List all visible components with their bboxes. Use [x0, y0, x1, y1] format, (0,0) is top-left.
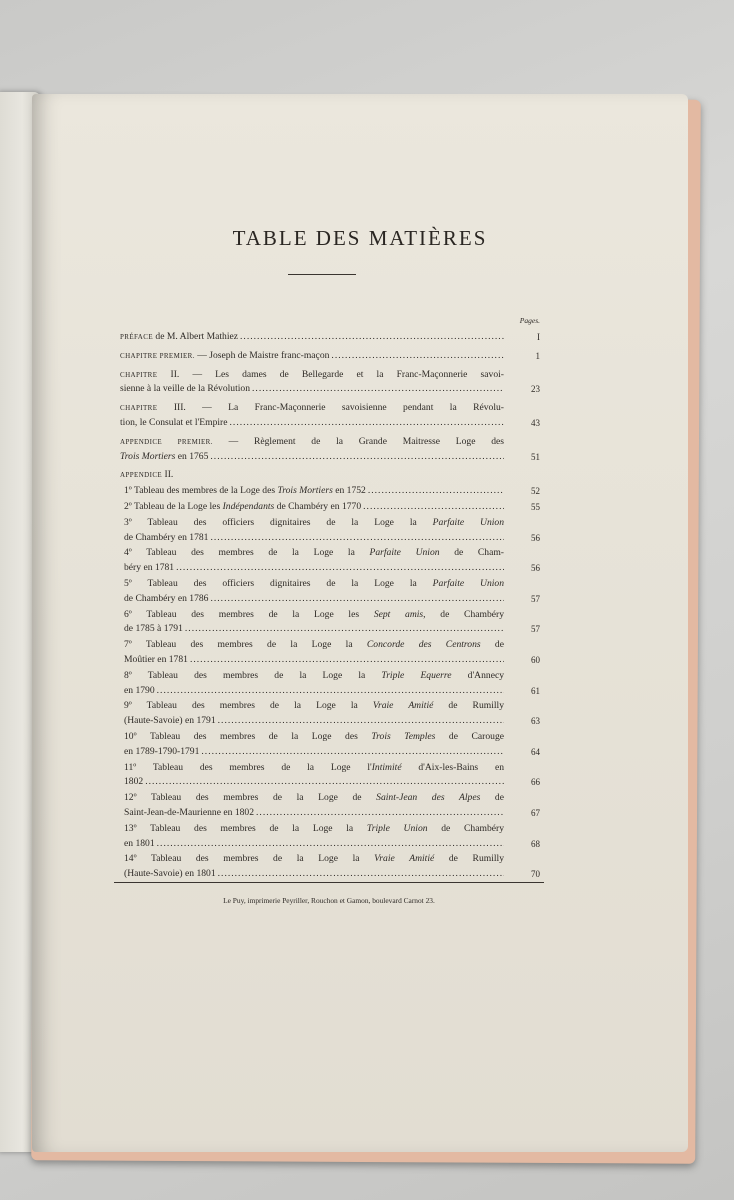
page-number: 23 [531, 384, 540, 395]
entry-heading: APPENDICE [120, 471, 163, 480]
item-text-line-2: en 1789-1790-1791 [124, 745, 200, 757]
list-item [120, 730, 540, 760]
title-rule [288, 274, 356, 275]
item-number: 10º [124, 730, 137, 742]
item-text-end: de Rumilly [434, 853, 504, 865]
entry-text: — Joseph de Maistre franc-maçon [194, 349, 330, 361]
lodge-name: Intimité [371, 761, 402, 773]
page-number: 56 [531, 532, 540, 543]
item-number: 5º [124, 577, 132, 589]
item-text-line-2: béry en 1781 [124, 562, 175, 574]
lodge-name: Trois Mortiers [277, 485, 333, 497]
page-number: 66 [531, 777, 540, 788]
leader-dots [230, 416, 504, 431]
item-text-end: de Chambéry en 1770 [274, 500, 362, 512]
lodge-name: Indépendants [222, 500, 275, 512]
leader-dots [218, 867, 504, 882]
list-item [120, 699, 540, 729]
item-number: 9º [124, 700, 132, 712]
item-text: Tableau des membres de la Loge l' [136, 761, 372, 773]
table-of-contents [120, 316, 540, 882]
item-text: Tableau des membres de la Loge de [136, 792, 377, 804]
list-item [120, 761, 540, 791]
item-text-line-2: Moûtier en 1781 [124, 653, 188, 665]
item-number: 13º [124, 822, 137, 834]
item-text-line-2: Saint-Jean-de-Maurienne en 1802 [124, 806, 255, 818]
leader-dots [368, 484, 504, 499]
entry-text: II. [162, 469, 174, 481]
leader-dots [201, 745, 504, 760]
entry-text: de M. Albert Mathiez [153, 331, 239, 342]
item-number: 8º [124, 669, 132, 681]
page-number: 60 [531, 654, 540, 665]
item-text-end: d'Aix-les-Bains en [401, 761, 504, 773]
entry-heading: CHAPITRE [120, 370, 158, 379]
page-number: 52 [531, 486, 540, 497]
page-number: 51 [531, 451, 540, 462]
entry-text-line-2: sienne à la veille de la Révolution [120, 383, 251, 395]
leader-dots [145, 775, 504, 790]
leader-dots [210, 531, 504, 546]
page-number: 64 [531, 746, 540, 757]
lodge-name: Vraie Amitié [372, 700, 434, 712]
entry-heading: APPENDICE PREMIER. [120, 437, 213, 446]
lodge-name: Trois Temples [371, 730, 436, 742]
page-number: 70 [531, 869, 540, 880]
page-number: 63 [531, 716, 540, 727]
list-item [120, 669, 540, 699]
list-item [120, 577, 540, 607]
item-text: Tableau des membres de la Loge la [136, 822, 367, 834]
item-text-line-2: de 1785 à 1791 [124, 623, 183, 635]
lodge-name: Sept amis [373, 608, 424, 620]
item-text: Tableau des officiers dignitaires de la Loge la [131, 577, 433, 589]
item-text-line-2: en 1801 [124, 837, 155, 849]
item-text: Tableau des membres de la Loge la [131, 700, 373, 712]
list-item [120, 791, 540, 821]
printer-imprint: Le Puy, imprimerie Peyriller, Rouchon et Gamon, boulevard Carnot 23. [223, 896, 435, 905]
list-item [120, 608, 540, 638]
lodge-name: Trois Mortiers [120, 450, 176, 462]
toc-entry-appendix-1 [120, 435, 540, 465]
item-text: Tableau des officiers dignitaires de la Loge la [131, 516, 433, 528]
leader-dots [218, 714, 504, 729]
item-text: Tableau des membres de la Loge la [131, 669, 382, 681]
lodge-name: Triple Equerre [381, 669, 452, 681]
lodge-name: Vraie Amitié [374, 853, 435, 865]
entry-text-line-2: en 1765 [175, 450, 209, 462]
item-text-end: de Cham- [439, 547, 504, 559]
entry-text-line-2: tion, le Consulat et l'Empire [120, 416, 228, 428]
page-number: 56 [531, 563, 540, 574]
leader-dots [240, 330, 504, 345]
footer-rule [114, 882, 544, 883]
item-text-end: de Chambéry [427, 822, 504, 834]
page-number: 61 [531, 685, 540, 696]
item-number: 6º [124, 608, 132, 620]
page-number: 67 [531, 807, 540, 818]
item-text-line-2: de Chambéry en 1786 [124, 592, 209, 604]
item-text-line-2: (Haute-Savoie) en 1791 [124, 715, 216, 727]
item-text-end: de [480, 639, 504, 651]
lodge-name: Concorde des Centrons [366, 639, 481, 651]
list-item [120, 516, 540, 546]
page-number: I [537, 332, 540, 342]
item-text: Tableau de la Loge les [131, 500, 223, 512]
leader-dots [176, 561, 504, 576]
entry-heading: PRÉFACE [120, 333, 154, 341]
item-number: 2º [124, 500, 132, 512]
item-text: Tableau des membres de la Loge des [136, 730, 372, 742]
leader-dots [157, 684, 504, 699]
toc-entry-appendix-2 [120, 468, 540, 483]
item-number: 7º [124, 639, 132, 651]
item-number: 1º [124, 485, 132, 497]
leader-dots [190, 653, 504, 668]
lodge-name: Parfaite Union [369, 547, 440, 559]
item-text: Tableau des membres de la Loge la [131, 639, 367, 651]
page-number: 68 [531, 838, 540, 849]
entry-heading: CHAPITRE [120, 404, 158, 413]
page-number: 55 [531, 501, 540, 512]
entry-text-line-1: — Règlement de la Grande Maitresse Loge des [212, 435, 504, 447]
list-item [120, 546, 540, 576]
item-text: Tableau des membres de la Loge les [131, 608, 374, 620]
list-item [120, 822, 540, 852]
lodge-name: Parfaite Union [432, 577, 505, 589]
item-text: Tableau des membres de la Loge des [131, 485, 278, 497]
item-text-line-2: de Chambéry en 1781 [124, 531, 209, 543]
leader-dots [363, 500, 504, 515]
list-item [120, 500, 540, 515]
item-text-end: de Rumilly [433, 700, 504, 712]
page-number: 57 [531, 624, 540, 635]
entry-heading: CHAPITRE PREMIER. [120, 351, 195, 360]
leader-dots [210, 450, 504, 465]
lodge-name: Saint-Jean des Alpes [376, 792, 481, 804]
leader-dots [256, 806, 504, 821]
book-page [32, 94, 688, 1152]
entry-text-line-1: II. — Les dames de Bellegarde et la Franc-Maçonnerie savoi- [157, 368, 504, 380]
leader-dots [157, 837, 504, 852]
item-text-end: en 1752 [332, 485, 366, 497]
leader-dots [331, 349, 504, 364]
item-text-end: de Carouge [435, 730, 505, 742]
list-item [120, 484, 540, 499]
item-text-line-2: en 1790 [124, 684, 155, 696]
item-number: 14º [124, 853, 137, 865]
leader-dots [185, 622, 504, 637]
item-text-line-2: 1802 [124, 776, 144, 788]
list-item [120, 852, 540, 882]
page-number: 43 [531, 417, 540, 428]
toc-entry-chapter-1 [120, 349, 540, 364]
page-number: 1 [535, 350, 540, 361]
item-number: 12º [124, 792, 137, 804]
item-number: 4º [124, 547, 132, 559]
item-number: 11º [124, 761, 137, 773]
lodge-name: Parfaite Union [432, 516, 505, 528]
item-text-line-2: (Haute-Savoie) en 1801 [124, 868, 216, 880]
item-text: Tableau des membres de la Loge la [136, 853, 375, 865]
page-number: 57 [531, 593, 540, 604]
toc-entry-chapter-2 [120, 368, 540, 398]
lodge-name: Triple Union [366, 822, 428, 834]
pages-label: Pages. [519, 316, 540, 325]
page-title: TABLE DES MATIÈRES [232, 226, 488, 250]
toc-entry-preface [120, 330, 540, 345]
leader-dots [210, 592, 504, 607]
item-text: Tableau des membres de la Loge la [131, 547, 370, 559]
entry-text-line-1: III. — La Franc-Maçonnerie savoisienne pendant la Révolu- [157, 402, 504, 414]
item-text-end: de [480, 792, 504, 804]
item-text-end: , de Chambéry [423, 608, 505, 620]
item-text-end: d'Annecy [451, 669, 505, 681]
toc-entry-chapter-3 [120, 401, 540, 431]
leader-dots [252, 382, 504, 397]
appendix-2-list [120, 484, 540, 882]
item-number: 3º [124, 516, 132, 528]
list-item [120, 638, 540, 668]
